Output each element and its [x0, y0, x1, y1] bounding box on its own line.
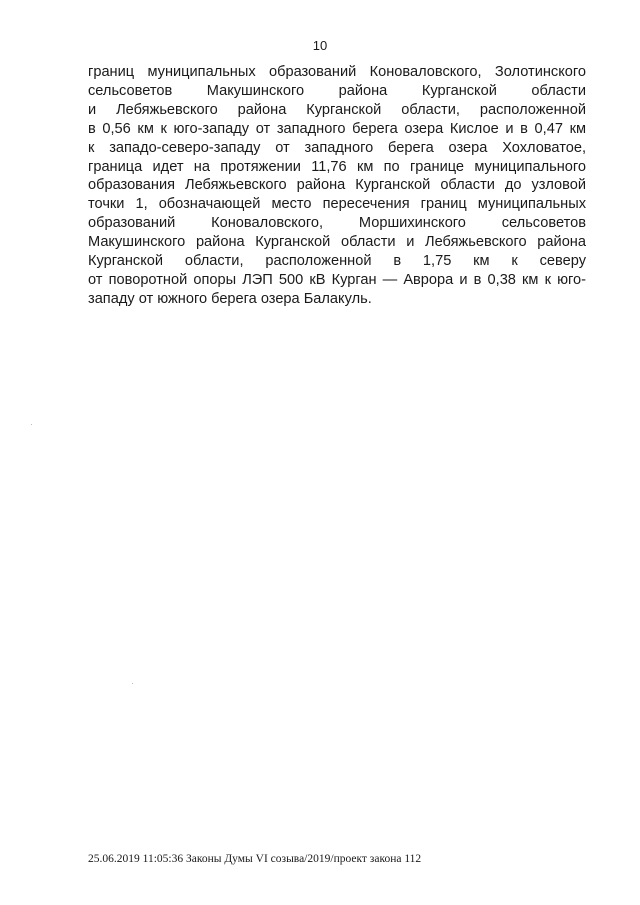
paragraph-line: и Лебяжьевского района Курганской области, расположенной: [88, 101, 586, 118]
scan-speck: [132, 683, 133, 684]
paragraph-line: Курганской области, расположенной в 1,75 км к северу: [88, 253, 586, 270]
paragraph-line: образования Лебяжьевского района Курганской области до узловой: [88, 177, 586, 194]
paragraph-line: образований Коноваловского, Моршихинского сельсоветов: [88, 215, 586, 232]
paragraph-line: западу от южного берега озера Балакуль.: [88, 290, 372, 307]
paragraph-line: от поворотной опоры ЛЭП 500 кВ Курган — Аврора и в 0,38 км к юго-: [88, 271, 586, 288]
paragraph-line: к западо-северо-западу от западного берега озера Хохловатое,: [88, 139, 586, 156]
paragraph-line: точки 1, обозначающей место пересечения границ муниципальных: [88, 196, 586, 213]
paragraph-line: граница идет на протяжении 11,76 км по границе муниципального: [88, 158, 586, 175]
body-paragraph: [88, 63, 586, 309]
paragraph-line: Макушинского района Курганской области и Лебяжьевского района: [88, 234, 586, 251]
paragraph-line: в 0,56 км к юго-западу от западного берега озера Кислое и в 0,47 км: [88, 120, 586, 137]
page-number: 10: [312, 38, 328, 53]
scan-speck: [31, 424, 32, 425]
paragraph-line: границ муниципальных образований Коноваловского, Золотинского: [88, 64, 586, 80]
paragraph-line: сельсоветов Макушинского района Курганской области: [88, 82, 586, 99]
document-footer: 25.06.2019 11:05:36 Законы Думы VI созыва/2019/проект закона 112: [88, 853, 422, 865]
